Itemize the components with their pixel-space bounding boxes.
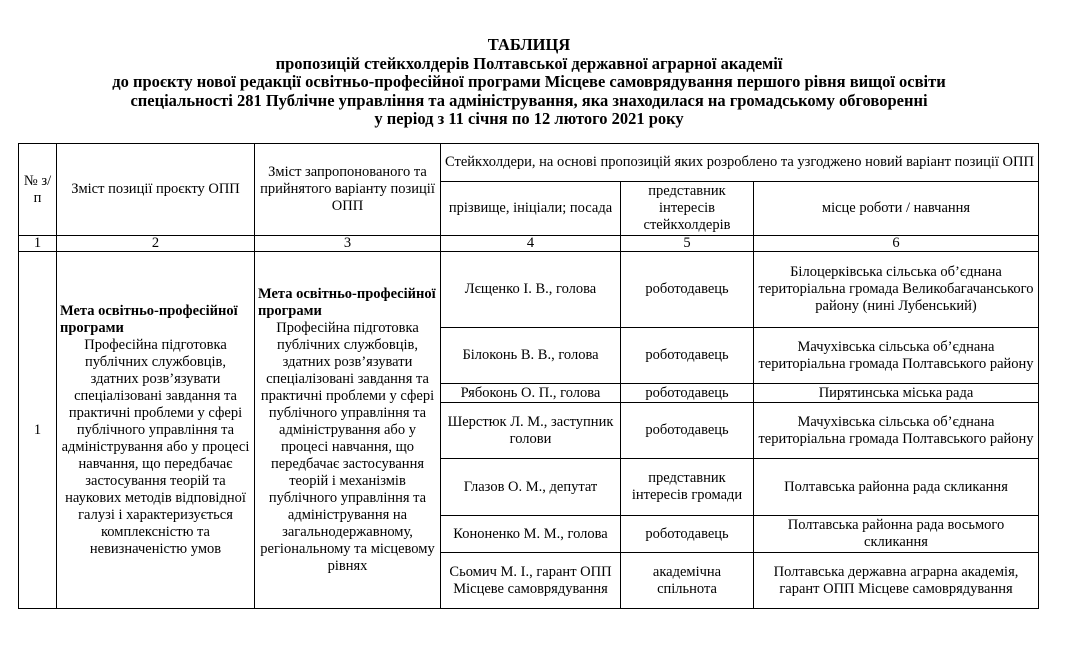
stakeholder-place: Мачухівська сільська об’єднана територіальна громада Полтавського району [754, 328, 1039, 384]
stakeholder-rep: академічна спільнота [621, 553, 754, 609]
header-stakeholders-group: Стейкхолдери, на основі пропозицій яких розроблено та узгоджено новий варіант позиції ОПП [441, 144, 1039, 182]
title-line-4: спеціальності 281 Публічне управління та адміністрування, яка знаходилася на громадському обговоренні [130, 90, 928, 110]
stakeholder-rep: роботодавець [621, 516, 754, 553]
header-accepted-position: Зміст запропонованого та прийнятого варіанту позиції ОПП [255, 144, 441, 236]
stakeholder-name: Лєщенко І. В., голова [441, 252, 621, 328]
header-num: № з/п [19, 144, 57, 236]
stakeholder-rep: представник інтересів громади [621, 459, 754, 516]
column-number-1: 1 [19, 236, 57, 252]
header-workplace: місце роботи / навчання [754, 182, 1039, 236]
column-number-5: 5 [621, 236, 754, 252]
accepted-position-cell [255, 252, 441, 609]
stakeholder-rep: роботодавець [621, 384, 754, 403]
title-line-3: до проєкту нової редакції освітньо-професійної програми Місцеве самоврядування першого рівня вищої освіти [112, 72, 946, 91]
stakeholder-place: Білоцерківська сільська об’єднана територіальна громада Великобагачанського району (нині Лубенський) [754, 252, 1039, 328]
title-line-1: ТАБЛИЦЯ [487, 35, 571, 54]
header-project-position: Зміст позиції проєкту ОПП [57, 144, 255, 236]
stakeholder-place: Полтавська районна рада скликання [754, 459, 1039, 516]
column-number-3: 3 [255, 236, 441, 252]
stakeholder-name: Шерстюк Л. М., заступник голови [441, 403, 621, 459]
column-number-4: 4 [441, 236, 621, 252]
table-row [19, 252, 1039, 328]
project-position-text: Професійна підготовка публічних службовців, здатних розв’язувати спеціалізовані завдання та практичні проблеми у сфері публічного управління та адміністрування або у процесі навчання, що передбачає застосування теорій та наукових методів відповідної галузі і характеризується комплексністю та невизначеністю умов [61, 336, 250, 557]
column-number-6: 6 [754, 236, 1039, 252]
proposals-table [18, 143, 1039, 609]
stakeholder-place: Пирятинська міська рада [754, 384, 1039, 403]
entry-number: 1 [19, 252, 57, 609]
stakeholder-rep: роботодавець [621, 328, 754, 384]
stakeholder-name: Білоконь В. В., голова [441, 328, 621, 384]
stakeholder-place: Полтавська державна аграрна академія, гарант ОПП Місцеве самоврядування [754, 553, 1039, 609]
stakeholder-name: Глазов О. М., депутат [441, 459, 621, 516]
stakeholder-name: Сьомич М. І., гарант ОПП Місцеве самоврядування [441, 553, 621, 609]
stakeholder-place: Мачухівська сільська об’єднана територіальна громада Полтавського району [754, 403, 1039, 459]
stakeholder-name: Кононенко М. М., голова [441, 516, 621, 553]
title-line-2: пропозицій стейкхолдерів Полтавської державної аграрної академії [275, 53, 783, 73]
stakeholder-name: Рябоконь О. П., голова [441, 384, 621, 403]
stakeholder-place: Полтавська районна рада восьмого скликання [754, 516, 1039, 553]
header-name-position: прізвище, ініціали; посада [441, 182, 621, 236]
project-position-cell [57, 252, 255, 609]
document-title [18, 36, 1040, 129]
stakeholder-rep: роботодавець [621, 403, 754, 459]
stakeholder-rep: роботодавець [621, 252, 754, 328]
accepted-position-text: Професійна підготовка публічних службовців, здатних розв’язувати спеціалізовані завдання та практичні проблеми у сфері публічного управління та адміністрування або у процесі навчання, що передбачає застосування теорій і механізмів публічного управління та адміністрування на загальнодержавному, регіональному та місцевому рівнях [260, 319, 435, 574]
header-representative: представник інтересів стейкхолдерів [621, 182, 754, 236]
title-line-5: у період з 11 січня по 12 лютого 2021 року [374, 109, 684, 128]
project-position-heading: Мета освітньо-професійної програми [60, 302, 238, 336]
column-number-2: 2 [57, 236, 255, 252]
accepted-position-heading: Мета освітньо-професійної програми [258, 285, 436, 319]
